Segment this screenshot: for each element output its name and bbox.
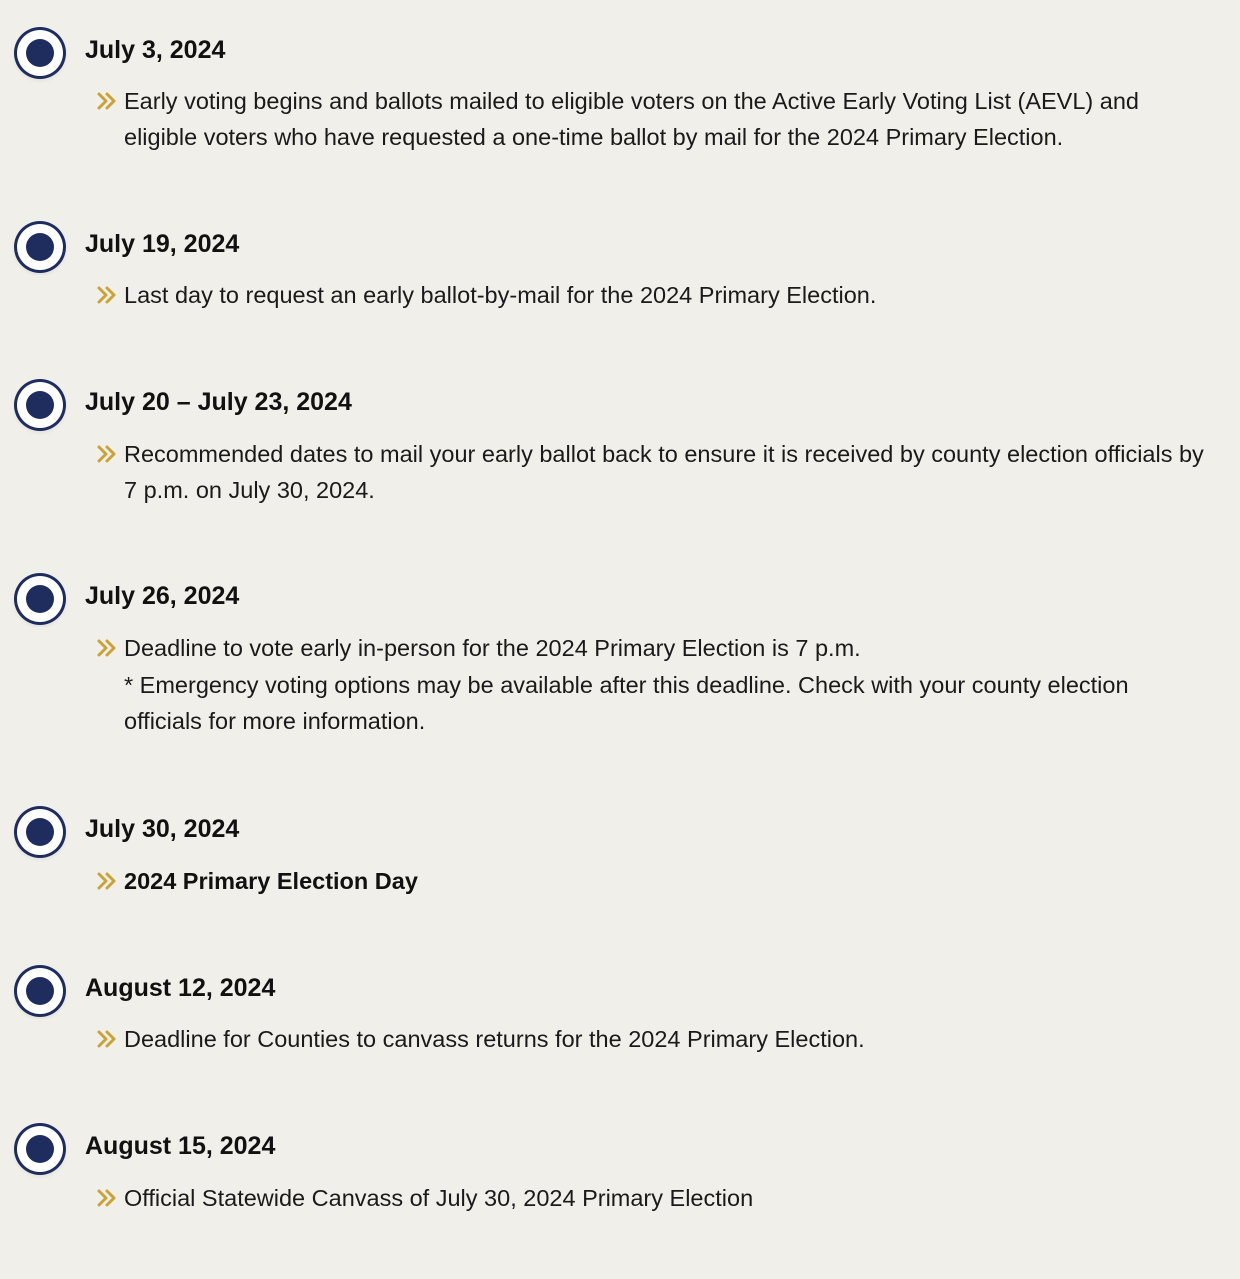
entry-date: July 30, 2024	[85, 815, 240, 843]
entry-detail	[96, 630, 1206, 739]
entry-detail	[96, 1180, 1206, 1216]
entry-date: August 15, 2024	[85, 1132, 276, 1160]
entry-date: July 19, 2024	[85, 230, 240, 258]
entry-date: July 26, 2024	[85, 582, 240, 610]
double-chevron-right-icon	[96, 630, 120, 666]
entry-text: Deadline for Counties to canvass returns for the 2024 Primary Election.	[124, 1026, 865, 1052]
double-chevron-right-icon	[96, 1180, 120, 1216]
timeline-dot-icon	[17, 809, 63, 855]
timeline-dot-icon	[17, 224, 63, 270]
timeline-dot-icon	[17, 1126, 63, 1172]
entry-note: * Emergency voting options may be available after this deadline. Check with your county election officials for more information.	[124, 672, 1129, 734]
entry-text: Last day to request an early ballot-by-mail for the 2024 Primary Election.	[124, 282, 877, 308]
double-chevron-right-icon	[96, 277, 120, 313]
entry-text: Deadline to vote early in-person for the 2024 Primary Election is 7 p.m.	[124, 635, 861, 661]
timeline-dot-icon	[17, 30, 63, 76]
entry-text: Recommended dates to mail your early ballot back to ensure it is received by county election officials by 7 p.m. on July 30, 2024.	[124, 441, 1204, 503]
double-chevron-right-icon	[96, 436, 120, 472]
timeline-dot-icon	[17, 576, 63, 622]
entry-date: August 12, 2024	[85, 974, 276, 1002]
entry-date: July 3, 2024	[85, 36, 226, 64]
entry-text: Early voting begins and ballots mailed to eligible voters on the Active Early Voting List (AEVL) and eligible voters who have requested a one-time ballot by mail for the 2024 Primary Election.	[124, 88, 1139, 150]
entry-detail	[96, 863, 1206, 899]
entry-detail	[96, 83, 1206, 155]
timeline-dot-icon	[17, 382, 63, 428]
entry-text: 2024 Primary Election Day	[124, 868, 418, 894]
double-chevron-right-icon	[96, 83, 120, 119]
timeline-dot-icon	[17, 968, 63, 1014]
entry-detail	[96, 436, 1206, 508]
entry-detail	[96, 277, 1206, 313]
double-chevron-right-icon	[96, 1021, 120, 1057]
entry-detail	[96, 1021, 1206, 1057]
entry-date: July 20 – July 23, 2024	[85, 388, 352, 416]
entry-text: Official Statewide Canvass of July 30, 2024 Primary Election	[124, 1185, 754, 1211]
double-chevron-right-icon	[96, 863, 120, 899]
